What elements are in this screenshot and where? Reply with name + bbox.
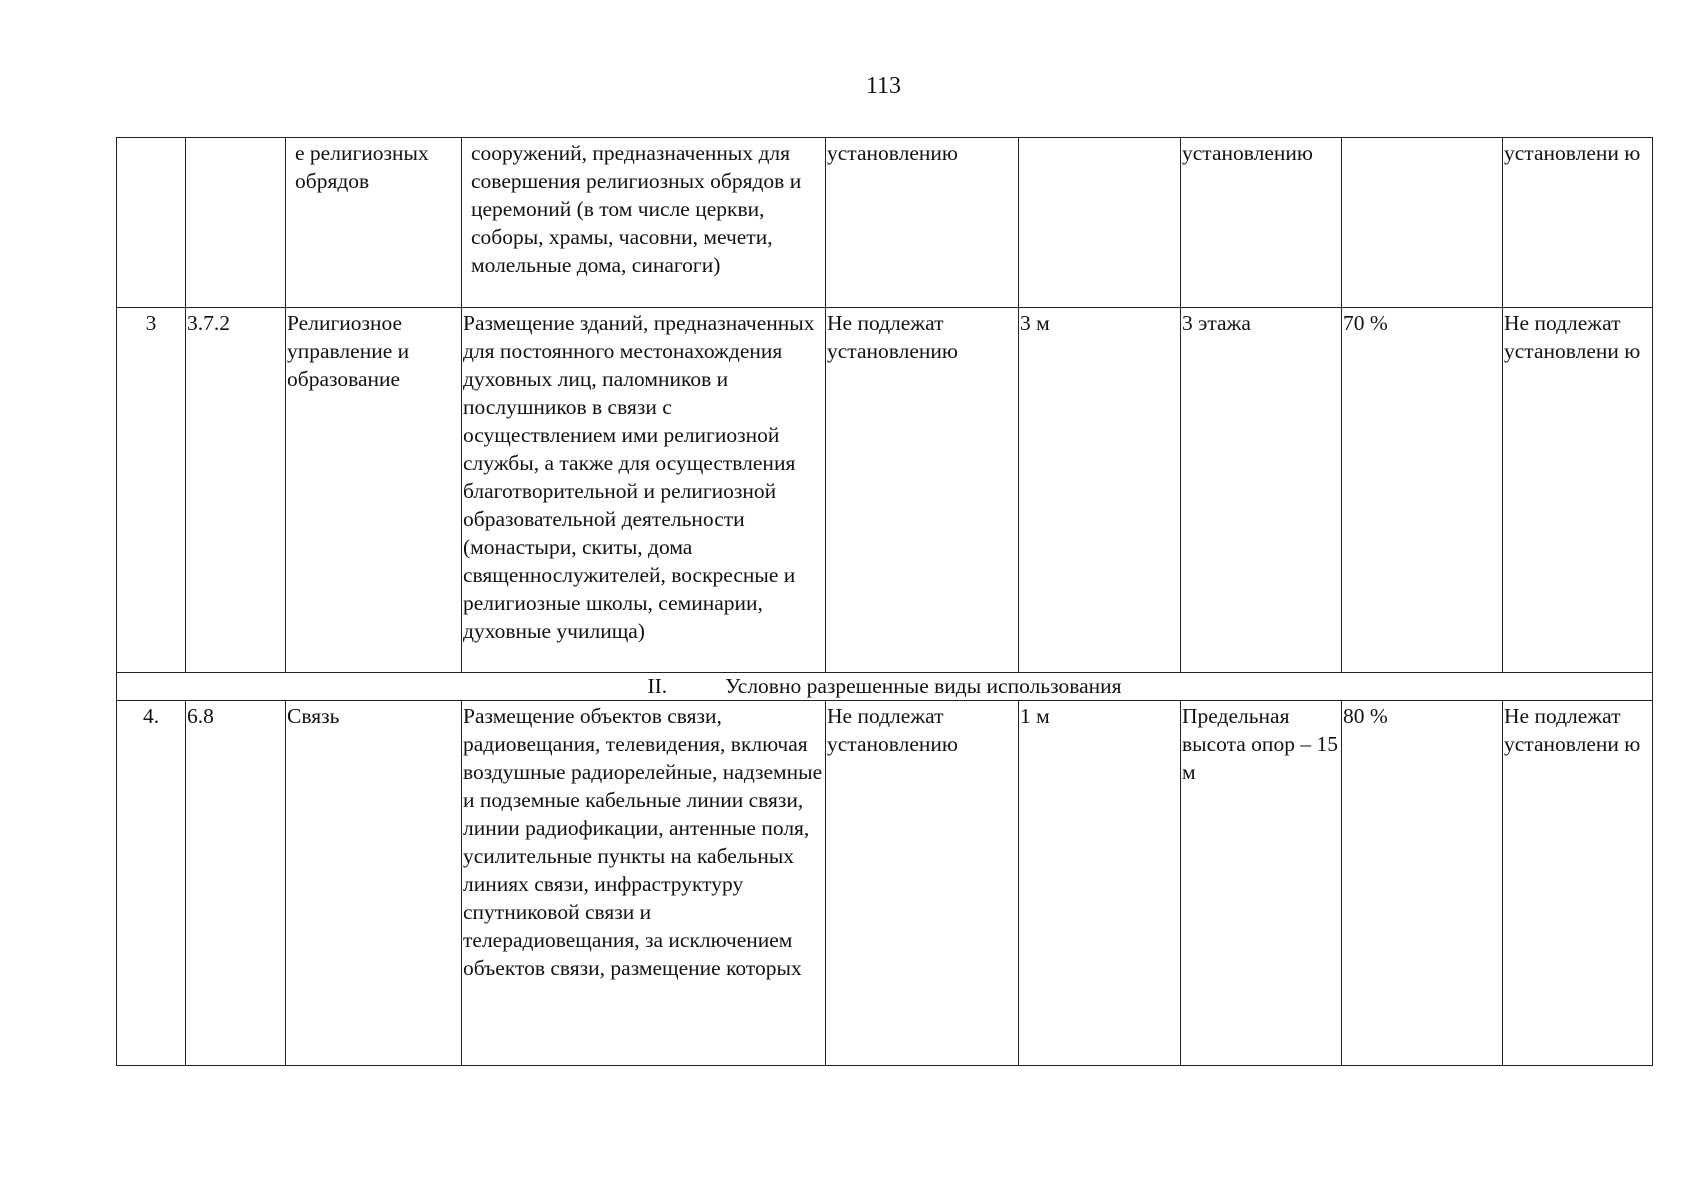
coverage-cell: [1342, 138, 1503, 308]
other-params-cell: Не подлежат установлени ю: [1503, 701, 1653, 1066]
page-number: 113: [865, 73, 902, 99]
row-number-cell: [117, 138, 186, 308]
code-cell: [186, 138, 286, 308]
description-cell: Размещение объектов связи, радиовещания, телевидения, включая воздушные радиорелейные, надземные и подземные кабельные линии связи, линии радиофикации, антенные поля, усилительные пункты на кабельных линиях связи, инфраструктуру спутниковой связи и телерадиовещания, за исключением объектов связи, размещение которых: [462, 701, 826, 1066]
coverage-cell: 70 %: [1342, 308, 1503, 673]
row-number-cell: 4.: [117, 701, 186, 1066]
min-plot-size-cell: установлению: [826, 138, 1019, 308]
setback-cell: 1 м: [1019, 701, 1181, 1066]
table-row: [117, 701, 1653, 1066]
regulations-table: [116, 137, 1653, 1066]
section-header-cell: [117, 673, 1653, 701]
min-plot-size-cell: Не подлежат установлению: [826, 701, 1019, 1066]
max-floors-cell: 3 этажа: [1181, 308, 1342, 673]
other-params-cell: Не подлежат установлени ю: [1503, 308, 1653, 673]
setback-cell: [1019, 138, 1181, 308]
section-header-row: [117, 673, 1653, 701]
description-cell: сооружений, предназначенных для совершения религиозных обрядов и церемоний (в том числе церкви, соборы, храмы, часовни, мечети, молельные дома, синагоги): [462, 138, 826, 308]
row-number-cell: 3: [117, 308, 186, 673]
description-cell: Размещение зданий, предназначенных для постоянного местонахождения духовных лиц, паломников и послушников в связи с осуществлением ими религиозной службы, а также для осуществления благотворительной и религиозной образовательной деятельности (монастыри, скиты, дома священнослужителей, воскресные и религиозные школы, семинарии, духовные училища): [462, 308, 826, 673]
table-row: [117, 138, 1653, 308]
other-params-cell: установлени ю: [1503, 138, 1653, 308]
code-cell: 3.7.2: [186, 308, 286, 673]
max-floors-cell: Предельная высота опор – 15 м: [1181, 701, 1342, 1066]
max-floors-cell: установлению: [1181, 138, 1342, 308]
section-title: Условно разрешенные виды использования: [725, 674, 1122, 698]
setback-cell: 3 м: [1019, 308, 1181, 673]
min-plot-size-cell: Не подлежат установлению: [826, 308, 1019, 673]
use-name-cell: е религиозных обрядов: [286, 138, 462, 308]
section-roman-numeral: II.: [647, 674, 668, 698]
code-cell: 6.8: [186, 701, 286, 1066]
use-name-cell: Связь: [286, 701, 462, 1066]
use-name-cell: Религиозное управление и образование: [286, 308, 462, 673]
coverage-cell: 80 %: [1342, 701, 1503, 1066]
table-row: [117, 308, 1653, 673]
